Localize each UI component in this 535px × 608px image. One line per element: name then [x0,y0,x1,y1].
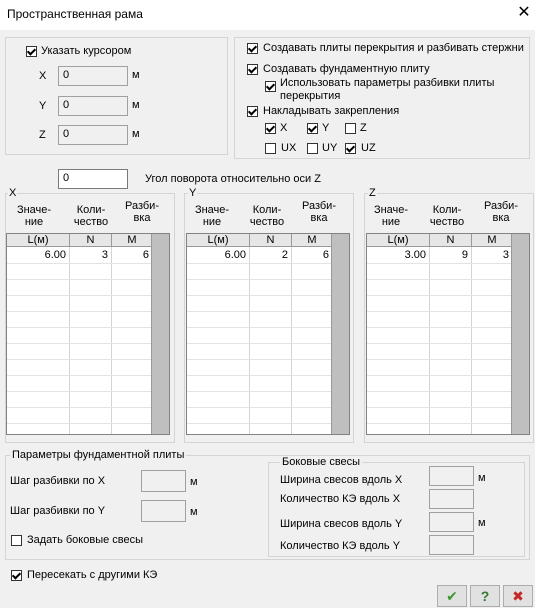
table-y-col1-header: Значе- ние [194,204,230,228]
close-icon[interactable]: ✕ [517,4,531,21]
foundation-group-title: Параметры фундаментной плиты [12,449,185,461]
z-axis-label: Z [39,129,46,141]
create-slabs-label: Создавать плиты перекрытия и разбивать стержни [263,42,524,54]
question-icon: ? [480,588,490,604]
overhangs-group-title: Боковые свесы [282,456,361,468]
table-z-cell-L[interactable]: 3.00 [404,249,426,261]
table-y-scrollbar[interactable] [331,234,349,434]
width-y-label: Ширина свесов вдоль Y [280,518,403,530]
table-y-col2-header: Коли- чество [249,204,285,228]
rotation-angle-label: Угол поворота относительно оси Z [145,173,321,185]
dof-z-label: Z [360,122,367,134]
dof-uy-checkbox[interactable] [307,143,318,154]
width-x-label: Ширина свесов вдоль X [280,474,403,486]
overhang-label: Задать боковые свесы [27,534,144,546]
count-x-label: Количество КЭ вдоль X [280,493,401,505]
table-z-head-M: M [472,234,513,247]
table-z-col3-header: Разби- вка [484,200,518,224]
dof-uz-label: UZ [361,142,376,154]
step-y-label: Шаг разбивки по Y [10,505,106,517]
dof-uy-label: UY [322,142,338,154]
dof-x-checkbox[interactable] [265,123,276,134]
table-x-scrollbar[interactable] [151,234,169,434]
count-x-field[interactable] [429,489,474,509]
intersect-checkbox[interactable] [11,570,22,581]
table-z-grid[interactable] [366,233,530,435]
cursor-checkbox[interactable] [26,46,37,57]
table-x-grid[interactable] [6,233,170,435]
use-params-label-line2: перекрытия [280,90,341,102]
table-x-head-N: N [70,234,112,247]
table-y-head-N: N [250,234,292,247]
table-z-title: Z [369,187,376,199]
cancel-button[interactable] [503,585,533,607]
constraints-checkbox[interactable] [247,106,258,117]
table-z-cell-N[interactable]: 9 [461,249,468,261]
count-y-label: Количество КЭ вдоль Y [280,540,401,552]
table-y-cell-M[interactable]: 6 [322,249,329,261]
table-x-title: X [9,187,17,199]
width-y-unit: м [478,517,486,529]
create-foundation-label: Создавать фундаментную плиту [263,63,430,75]
step-x-label: Шаг разбивки по X [10,475,106,487]
x-coord-field[interactable]: 0 [58,66,128,86]
table-x-cell-L[interactable]: 6.00 [44,249,66,261]
table-y-grid[interactable] [186,233,350,435]
table-z-col2-header: Коли- чество [429,204,465,228]
table-y-head-L: L(м) [187,234,250,247]
table-x-cell-N[interactable]: 3 [101,249,108,261]
table-x-col1-header: Значе- ние [16,204,52,228]
table-y-cell-L[interactable]: 6.00 [224,249,246,261]
count-y-field[interactable] [429,535,474,555]
dof-y-label: Y [322,122,330,134]
table-z-head-N: N [430,234,472,247]
width-x-unit: м [478,472,486,484]
rotation-angle-field[interactable]: 0 [58,169,128,189]
options-group [234,37,530,159]
constraints-label: Накладывать закрепления [263,105,400,117]
use-params-label: Использовать параметры разбивки плиты [280,77,495,89]
y-unit: м [132,99,140,111]
z-coord-field[interactable]: 0 [58,125,128,145]
help-button[interactable] [470,585,500,607]
table-y-col3-header: Разби- вка [302,200,336,224]
cursor-checkbox-label: Указать курсором [41,45,132,57]
width-x-field[interactable] [429,466,474,486]
table-x-col2-header: Коли- чество [73,204,109,228]
y-coord-field[interactable]: 0 [58,96,128,116]
dof-ux-label: UX [281,142,297,154]
table-x-cell-M[interactable]: 6 [142,249,149,261]
step-y-unit: м [190,506,198,518]
table-x-head-L: L(м) [7,234,70,247]
dof-z-checkbox[interactable] [345,123,356,134]
create-foundation-checkbox[interactable] [247,64,258,75]
dof-ux-checkbox[interactable] [265,143,276,154]
step-x-unit: м [190,476,198,488]
table-y-title: Y [189,187,197,199]
table-x-head-M: M [112,234,153,247]
table-z-scrollbar[interactable] [511,234,529,434]
width-y-field[interactable] [429,512,474,532]
intersect-label: Пересекать с другими КЭ [27,569,158,581]
z-unit: м [132,128,140,140]
table-z-cell-M[interactable]: 3 [502,249,509,261]
table-y-head-M: M [292,234,333,247]
step-y-field[interactable] [141,500,186,522]
step-x-field[interactable] [141,470,186,492]
ok-button[interactable] [437,585,467,607]
window-title: Пространственная рама [7,7,143,21]
table-y-cell-N[interactable]: 2 [281,249,288,261]
cross-icon: ✖ [512,588,524,604]
x-unit: м [132,69,140,81]
dof-uz-checkbox[interactable] [345,143,356,154]
checkmark-icon: ✔ [446,588,458,604]
use-params-checkbox[interactable] [265,81,276,92]
dof-x-label: X [280,122,288,134]
table-z-head-L: L(м) [367,234,430,247]
dof-y-checkbox[interactable] [307,123,318,134]
y-axis-label: Y [39,100,47,112]
create-slabs-checkbox[interactable] [247,43,258,54]
table-z-col1-header: Значе- ние [373,204,409,228]
x-axis-label: X [39,70,47,82]
table-x-col3-header: Разби- вка [125,200,159,224]
overhang-checkbox[interactable] [11,535,22,546]
